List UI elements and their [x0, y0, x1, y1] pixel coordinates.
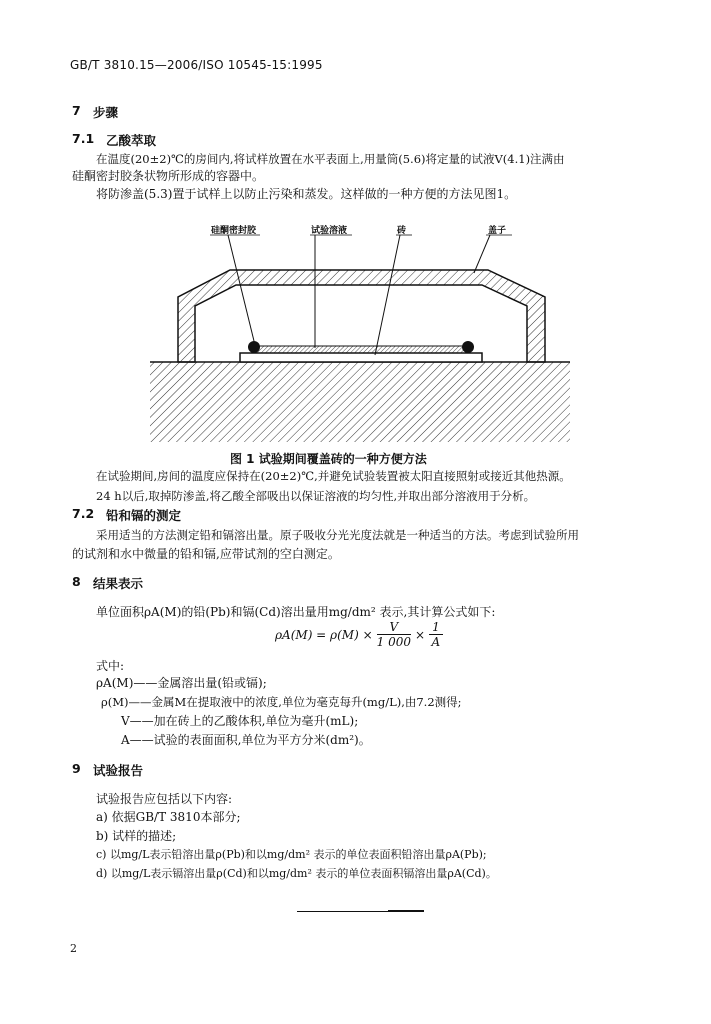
definition-a: A——试验的表面面积,单位为平方分米(dm²)。: [121, 733, 371, 747]
definition-v: V——加在砖上的乙酸体积,单位为毫升(mL);: [121, 714, 359, 728]
paragraph-7-2-line1: 采用适当的方法测定铅和镉溶出量。原子吸收分光光度法就是一种适当的方法。考虑到试验所用: [96, 528, 579, 542]
section-9-number: 9: [72, 761, 81, 776]
formula-denominator-a: A: [431, 635, 441, 649]
paragraph-24h: 24 h以后,取掉防渗盖,将乙酸全部吸出以保证溶液的均匀性,并取出部分溶液用于分析。: [96, 489, 536, 503]
formula-numerator-v: V: [377, 620, 411, 635]
section-8-number: 8: [72, 574, 81, 589]
paragraph-8-intro: 单位面积ρA(M)的铅(Pb)和镉(Cd)溶出量用mg/dm² 表示,其计算公式如下:: [96, 605, 496, 619]
section-7-1-title: 乙酸萃取: [106, 133, 157, 148]
section-7-number: 7: [72, 103, 81, 118]
definition-rho-m: ρ(M)——金属M在提取液中的浓度,单位为毫克每升(mg/L),由7.2测得;: [101, 695, 462, 709]
label-sealant: 硅酮密封胶: [211, 226, 257, 236]
paragraph-7-1-line1: 在温度(20±2)℃的房间内,将试样放置在水平表面上,用量筒(5.6)将定量的试液V(4.1)注满由: [96, 152, 565, 166]
tile: [240, 353, 482, 362]
report-intro: 试验报告应包括以下内容:: [96, 792, 233, 806]
formula: [275, 620, 443, 649]
paragraph-7-2-line2: 的试剂和水中微量的铅和镉,应带试剂的空白测定。: [72, 547, 340, 561]
report-item-b: b) 试样的描述;: [96, 829, 177, 843]
figure-1-caption: 图 1 试验期间覆盖砖的一种方便方法: [230, 452, 427, 466]
paragraph-temperature: 在试验期间,房间的温度应保持在(20±2)℃,并避免试验装置被太阳直接照射或接近其他热源。: [96, 469, 571, 483]
formula-numerator-1: 1: [429, 620, 443, 635]
test-solution: [256, 346, 466, 353]
section-7-2-title: 铅和镉的测定: [106, 508, 182, 523]
section-7-title: 步骤: [93, 105, 119, 120]
sealant-left: [248, 341, 260, 353]
figure-1-diagram: [140, 215, 580, 447]
document-header: GB/T 3810.15—2006/ISO 10545-15:1995: [70, 58, 323, 72]
sealant-right: [462, 341, 474, 353]
formula-times: ×: [415, 627, 426, 642]
paragraph-7-1-line2: 硅酮密封胶条状物所形成的容器中。: [72, 169, 265, 183]
ground-surface: [150, 362, 570, 442]
formula-lhs: ρA(M) = ρ(M) ×: [275, 627, 373, 642]
section-7-1-number: 7.1: [72, 131, 95, 146]
formula-fraction-a: [429, 620, 443, 649]
end-rule-accent: [388, 910, 424, 912]
label-solution: 试验溶液: [311, 226, 348, 236]
formula-fraction-v: [377, 620, 411, 649]
formula-denominator-1000: 1 000: [376, 635, 411, 649]
page-number: 2: [70, 942, 77, 955]
section-9-title: 试验报告: [93, 763, 144, 778]
section-8-title: 结果表示: [93, 576, 144, 591]
section-7-2-number: 7.2: [72, 506, 95, 521]
paragraph-7-1-cover: 将防渗盖(5.3)置于试样上以防止污染和蒸发。这样做的一种方便的方法见图1。: [96, 187, 517, 201]
label-cover: 盖子: [488, 226, 507, 236]
definition-rho-a: ρA(M)——金属溶出量(铅或镉);: [96, 676, 267, 690]
report-item-c: c) 以mg/L表示铅溶出量ρ(Pb)和以mg/dm² 表示的单位表面积铅溶出量ρA(Pb);: [96, 848, 487, 861]
label-tile: 砖: [397, 226, 407, 236]
report-item-d: d) 以mg/L表示镉溶出量ρ(Cd)和以mg/dm² 表示的单位表面积镉溶出量ρA(Cd)。: [96, 867, 497, 880]
where-label: 式中:: [96, 659, 125, 673]
report-item-a: a) 依据GB/T 3810本部分;: [96, 810, 241, 824]
